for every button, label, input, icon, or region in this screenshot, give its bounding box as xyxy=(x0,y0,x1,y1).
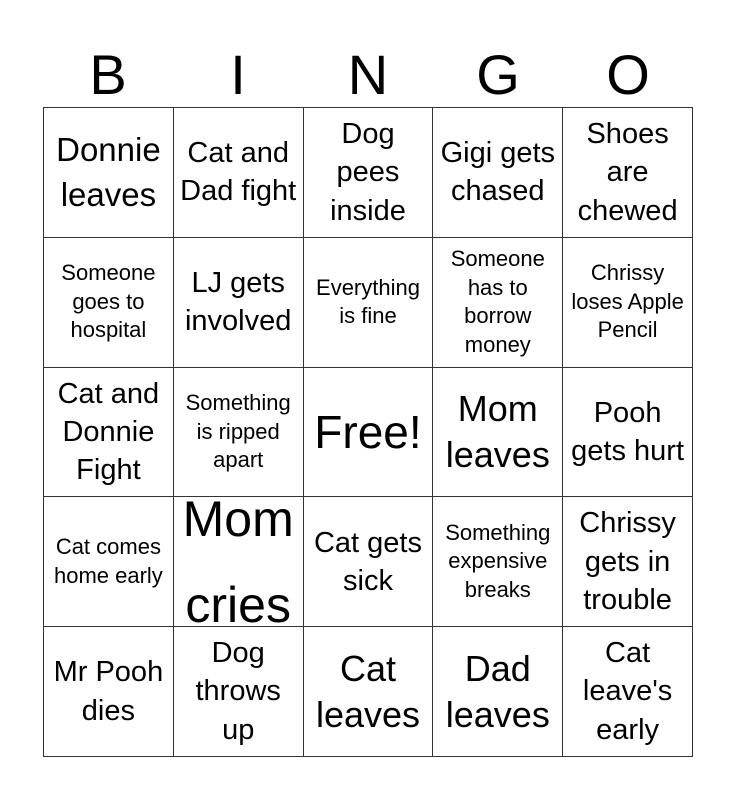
bingo-cell[interactable]: Cat gets sick xyxy=(304,497,434,627)
header-letter-o: O xyxy=(606,43,650,106)
header-letter-n: N xyxy=(347,43,389,106)
bingo-cell[interactable]: Someone has to borrow money xyxy=(433,238,563,368)
bingo-grid xyxy=(43,107,693,757)
bingo-cell[interactable]: Something is ripped apart xyxy=(174,368,304,498)
bingo-cell[interactable]: Cat leaves xyxy=(304,627,434,757)
bingo-header xyxy=(43,44,693,106)
bingo-cell[interactable]: Chrissy gets in trouble xyxy=(563,497,693,627)
bingo-cell[interactable]: Mom leaves xyxy=(433,368,563,498)
bingo-cell[interactable]: Mr Pooh dies xyxy=(44,627,174,757)
header-letter-b: B xyxy=(89,43,127,106)
bingo-cell[interactable]: Pooh gets hurt xyxy=(563,368,693,498)
bingo-cell[interactable]: Dog throws up xyxy=(174,627,304,757)
bingo-cell[interactable]: Everything is fine xyxy=(304,238,434,368)
bingo-cell[interactable]: Dog pees inside xyxy=(304,108,434,238)
header-letter-g: G xyxy=(476,43,520,106)
free-space-cell[interactable]: Free! xyxy=(304,368,434,498)
header-letter-i: I xyxy=(230,43,246,106)
bingo-cell[interactable]: Cat and Dad fight xyxy=(174,108,304,238)
bingo-cell[interactable]: Mom cries xyxy=(174,497,304,627)
bingo-cell[interactable]: Something expensive breaks xyxy=(433,497,563,627)
bingo-cell[interactable]: Cat comes home early xyxy=(44,497,174,627)
bingo-cell[interactable]: Donnie leaves xyxy=(44,108,174,238)
bingo-cell[interactable]: Chrissy loses Apple Pencil xyxy=(563,238,693,368)
bingo-cell[interactable]: Someone goes to hospital xyxy=(44,238,174,368)
bingo-cell[interactable]: LJ gets involved xyxy=(174,238,304,368)
bingo-cell[interactable]: Cat leave's early xyxy=(563,627,693,757)
bingo-cell[interactable]: Gigi gets chased xyxy=(433,108,563,238)
bingo-cell[interactable]: Cat and Donnie Fight xyxy=(44,368,174,498)
bingo-cell[interactable]: Dad leaves xyxy=(433,627,563,757)
bingo-cell[interactable]: Shoes are chewed xyxy=(563,108,693,238)
